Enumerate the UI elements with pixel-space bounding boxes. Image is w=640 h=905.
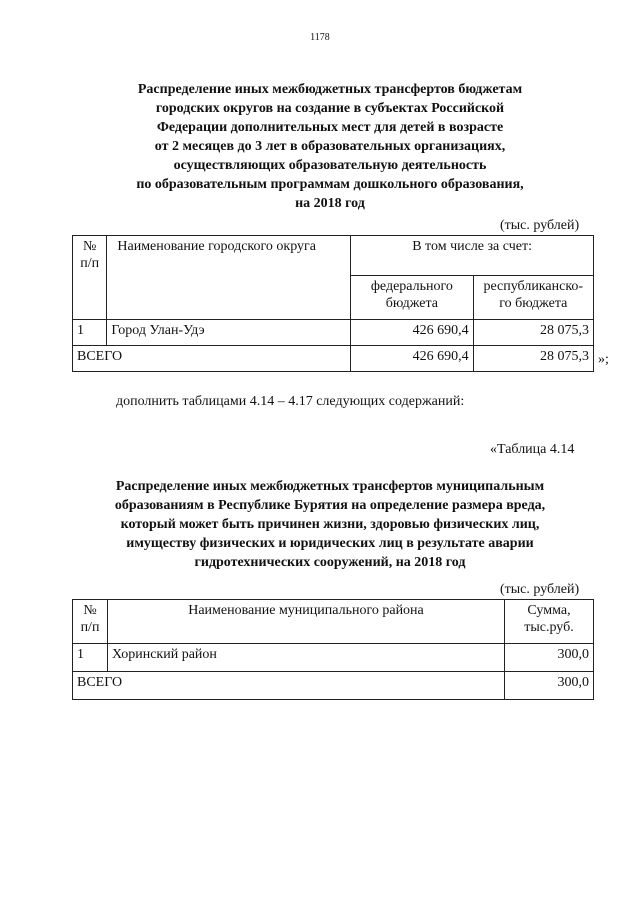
header-num-line: п/п (80, 256, 100, 271)
header-num-line: № (83, 603, 97, 618)
table2-unit: (тыс. рублей) (500, 582, 580, 597)
table-total-row (73, 346, 594, 372)
header-num-line: № (83, 239, 97, 254)
table1-unit: (тыс. рублей) (500, 218, 580, 233)
table-row (73, 644, 594, 672)
table2-title-line: имуществу физических и юридических лиц в результате аварии (126, 536, 534, 551)
table-row (73, 320, 594, 346)
table1-title-line: от 2 месяцев до 3 лет в образовательных организациях, (154, 139, 506, 154)
cell-total-federal: 426 690,4 (351, 346, 473, 372)
header-federal-line: бюджета (385, 296, 438, 311)
cell-sum: 300,0 (505, 644, 594, 672)
table1-title-line: Распределение иных межбюджетных трансфертов бюджетам (137, 82, 523, 97)
table2-title-line: гидротехнических сооружений, на 2018 год (194, 555, 466, 570)
table2-header-sum (505, 600, 594, 644)
cell-total-label: ВСЕГО (73, 346, 351, 372)
table2-title-line: Распределение иных межбюджетных трансфертов муниципальным (115, 479, 545, 494)
cell-federal: 426 690,4 (351, 320, 473, 346)
table2-header-num (73, 600, 108, 644)
amendment-paragraph: дополнить таблицами 4.14 – 4.17 следующих содержаний: (116, 394, 465, 409)
header-federal-line: федерального (370, 279, 453, 294)
cell-name: Хоринский район (108, 644, 505, 672)
table1-title-line: по образовательным программам дошкольного образования, (136, 177, 524, 192)
table1-header-including: В том числе за счет: (351, 236, 594, 276)
cell-num: 1 (73, 644, 108, 672)
table2-reference: «Таблица 4.14 (490, 442, 575, 457)
table1-title-line: на 2018 год (295, 196, 365, 211)
table2-header-name: Наименование муниципального района (108, 600, 505, 644)
table2-title-line: который может быть причинен жизни, здоровью физических лиц, (120, 517, 540, 532)
table1-header-num (73, 236, 107, 320)
table1-title (90, 80, 570, 213)
cell-total-sum: 300,0 (505, 672, 594, 700)
cell-republic: 28 075,3 (473, 320, 593, 346)
table2-title (80, 477, 580, 572)
page-number: 1178 (310, 32, 330, 43)
table-total-row (73, 672, 594, 700)
table2 (72, 599, 594, 700)
table1-header-name: Наименование городского округа (107, 236, 351, 320)
cell-total-republic: 28 075,3 (473, 346, 593, 372)
cell-num: 1 (73, 320, 107, 346)
cell-total-label: ВСЕГО (73, 672, 505, 700)
table1-header-federal (351, 276, 473, 320)
table1-title-line: Федерации дополнительных мест для детей в возрасте (156, 120, 504, 135)
header-sum-line: Сумма, (527, 603, 571, 618)
header-sum-line: тыс.руб. (524, 620, 574, 635)
cell-name: Город Улан-Удэ (107, 320, 351, 346)
table1-title-line: осуществляющих образовательную деятельность (173, 158, 487, 173)
table1-suffix: »; (598, 352, 609, 367)
header-num-line: п/п (80, 620, 100, 635)
header-republic-line: республиканско- (483, 279, 584, 294)
table1 (72, 235, 594, 372)
table1-header-republic (473, 276, 593, 320)
table2-title-line: образованиям в Республике Бурятия на определение размера вреда, (114, 498, 546, 513)
header-republic-line: го бюджета (499, 296, 568, 311)
table1-title-line: городских округов на создание в субъектах Российской (155, 101, 505, 116)
